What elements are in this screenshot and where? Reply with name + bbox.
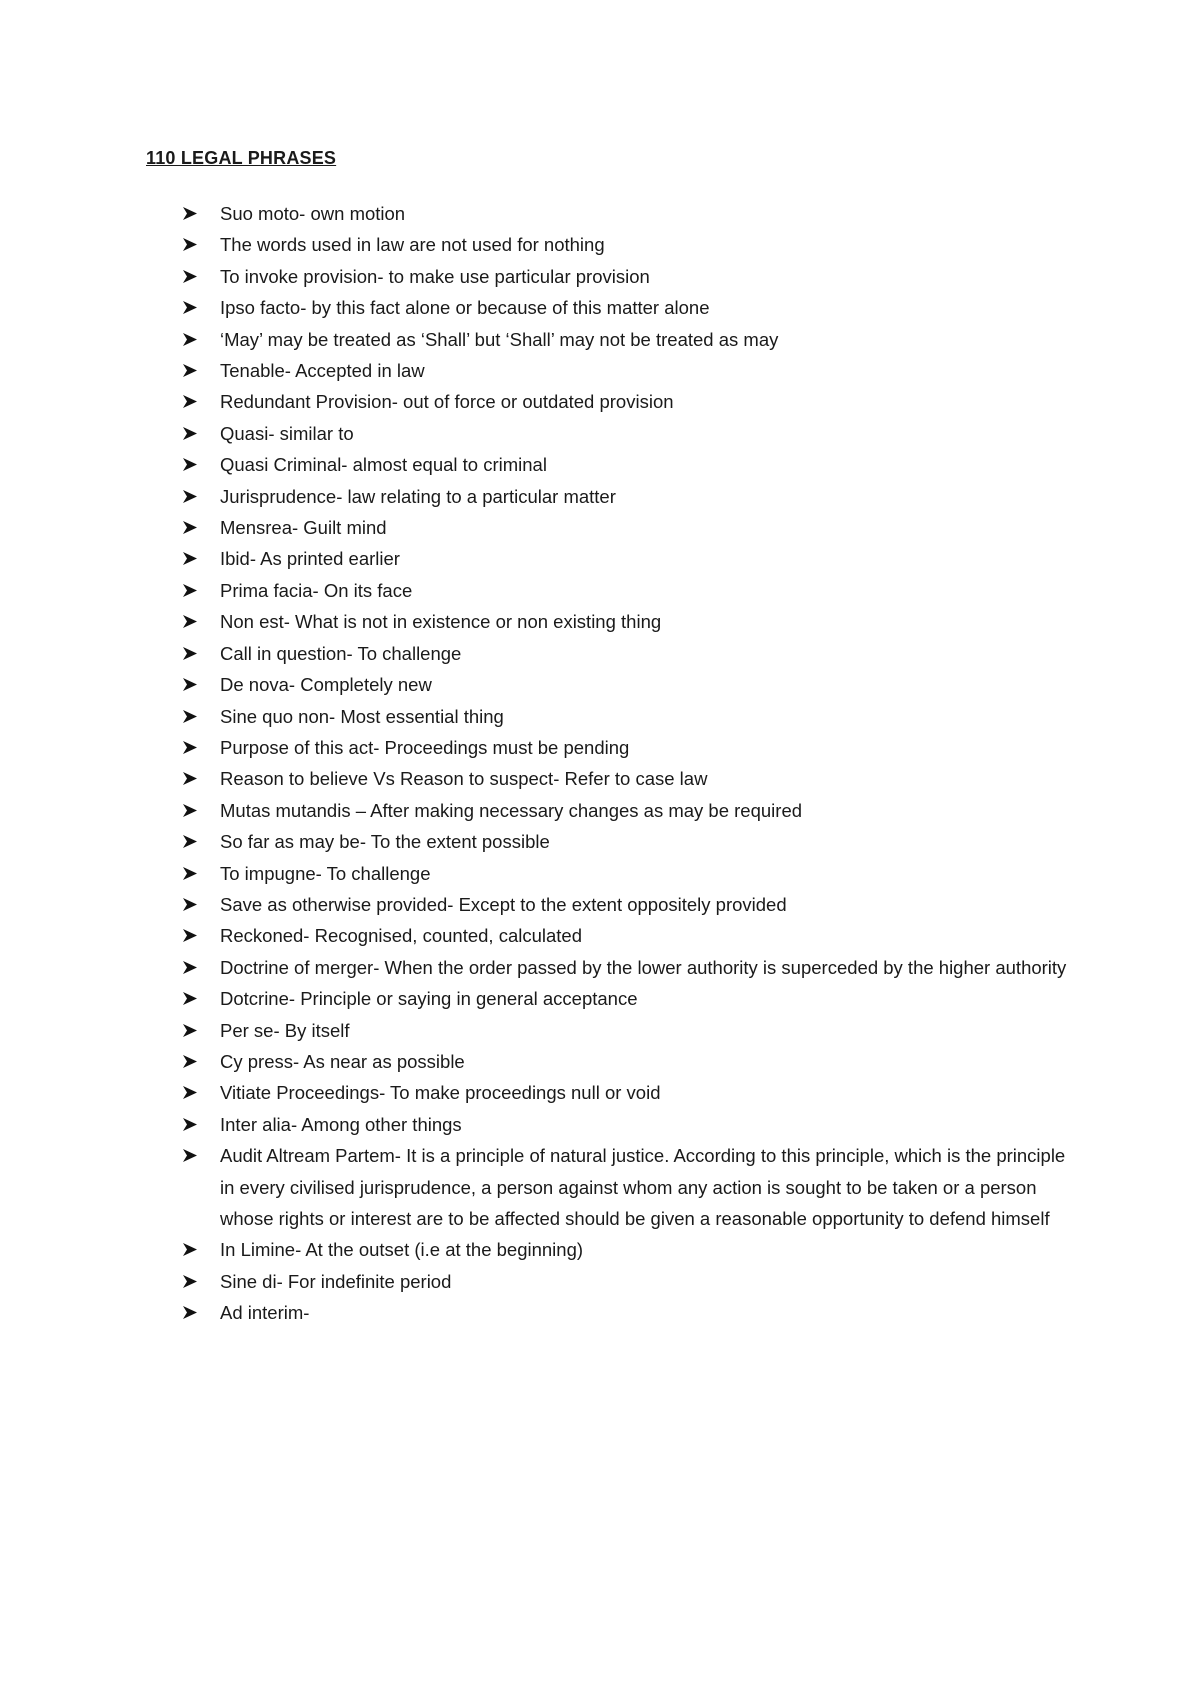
list-item [182,732,1082,763]
list-item-text: Save as otherwise provided- Except to the extent oppositely provided [220,893,787,915]
list-item-text: Mutas mutandis – After making necessary changes as may be required [220,799,803,821]
list-item-text: Quasi- similar to [220,422,354,444]
list-item-text: Prima facia- On its face [220,579,413,601]
list-item [182,449,1082,480]
list-item-text: ‘May’ may be treated as ‘Shall’ but ‘Shall’ may not be treated as may [220,328,779,350]
arrowhead-bullet-icon [182,551,198,566]
list-item [182,229,1082,260]
arrowhead-bullet-icon [182,332,198,347]
arrowhead-bullet-icon [182,1242,198,1257]
list-item [182,952,1082,983]
list-item-text: Inter alia- Among other things [220,1113,462,1135]
list-item-text: Tenable- Accepted in law [220,360,425,382]
list-item-text: Ibid- As printed earlier [220,548,400,570]
list-item-text: Cy press- As near as possible [220,1050,465,1072]
arrowhead-bullet-icon [182,991,198,1006]
list-item-text: Quasi Criminal- almost equal to criminal [220,454,547,476]
list-item-text: Audit Altream Partem- It is a principle of natural justice. According to this principle, which is the principle in every civilised jurisprudence, a person against whom any action is sought to be taken or a person whose rights or interest are to be affected should be given a reasonable opportunity to defend himself [220,1145,1066,1229]
arrowhead-bullet-icon [182,1274,198,1289]
arrowhead-bullet-icon [182,583,198,598]
arrowhead-bullet-icon [182,300,198,315]
list-item [182,261,1082,292]
list-item [182,1109,1082,1140]
arrowhead-bullet-icon [182,803,198,818]
list-item [182,669,1082,700]
arrowhead-bullet-icon [182,520,198,535]
arrowhead-bullet-icon [182,1085,198,1100]
list-item-text: Sine quo non- Most essential thing [220,705,504,727]
arrowhead-bullet-icon [182,363,198,378]
list-item [182,1140,1082,1234]
list-item [182,1234,1082,1265]
list-item-text: Ipso facto- by this fact alone or because of this matter alone [220,297,710,319]
list-item [182,324,1082,355]
list-item [182,1077,1082,1108]
list-item [182,418,1082,449]
list-item-text: To impugne- To challenge [220,862,431,884]
list-item-text: Redundant Provision- out of force or outdated provision [220,391,674,413]
document-title: 110 LEGAL PHRASES [146,148,337,168]
list-item-text: In Limine- At the outset (i.e at the beginning) [220,1239,584,1261]
list-item-text: Dotcrine- Principle or saying in general acceptance [220,988,638,1010]
list-item [182,386,1082,417]
arrowhead-bullet-icon [182,834,198,849]
list-item-text: Per se- By itself [220,1019,350,1041]
list-item-text: To invoke provision- to make use particular provision [220,265,650,287]
list-item [182,198,1082,229]
list-item [182,889,1082,920]
list-item-text: Sine di- For indefinite period [220,1270,452,1292]
list-item [182,826,1082,857]
list-item [182,606,1082,637]
list-item [182,795,1082,826]
list-item [182,512,1082,543]
list-item [182,638,1082,669]
arrowhead-bullet-icon [182,269,198,284]
list-item [182,1015,1082,1046]
arrowhead-bullet-icon [182,394,198,409]
list-item-text: Purpose of this act- Proceedings must be pending [220,736,630,758]
arrowhead-bullet-icon [182,614,198,629]
list-item-text: The words used in law are not used for nothing [220,234,605,256]
arrowhead-bullet-icon [182,960,198,975]
list-item-text: Call in question- To challenge [220,642,462,664]
list-item [182,1266,1082,1297]
arrowhead-bullet-icon [182,426,198,441]
arrowhead-bullet-icon [182,740,198,755]
arrowhead-bullet-icon [182,897,198,912]
arrowhead-bullet-icon [182,1117,198,1132]
arrowhead-bullet-icon [182,237,198,252]
list-item-text: Reason to believe Vs Reason to suspect- Refer to case law [220,768,708,790]
list-item [182,575,1082,606]
list-item [182,1046,1082,1077]
list-item-text: Vitiate Proceedings- To make proceedings null or void [220,1082,661,1104]
list-item [182,481,1082,512]
arrowhead-bullet-icon [182,646,198,661]
list-item [182,355,1082,386]
arrowhead-bullet-icon [182,677,198,692]
arrowhead-bullet-icon [182,1148,198,1163]
arrowhead-bullet-icon [182,709,198,724]
list-item [182,701,1082,732]
arrowhead-bullet-icon [182,489,198,504]
list-item-text: So far as may be- To the extent possible [220,831,550,853]
arrowhead-bullet-icon [182,771,198,786]
list-item-text: Jurisprudence- law relating to a particular matter [220,485,616,507]
list-item-text: Ad interim- [220,1302,310,1324]
list-item-text: Doctrine of merger- When the order passed by the lower authority is superceded by the higher authority [220,956,1067,978]
arrowhead-bullet-icon [182,1023,198,1038]
arrowhead-bullet-icon [182,206,198,221]
list-item-text: Non est- What is not in existence or non existing thing [220,611,662,633]
list-item-text: Mensrea- Guilt mind [220,517,387,539]
arrowhead-bullet-icon [182,928,198,943]
list-item [182,543,1082,574]
list-item-text: De nova- Completely new [220,674,432,696]
arrowhead-bullet-icon [182,457,198,472]
list-item [182,920,1082,951]
list-item [182,292,1082,323]
list-item-text: Suo moto- own motion [220,203,406,224]
phrase-list [182,198,1082,1329]
arrowhead-bullet-icon [182,1305,198,1320]
list-item-text: Reckoned- Recognised, counted, calculated [220,925,583,947]
list-item [182,983,1082,1014]
arrowhead-bullet-icon [182,1054,198,1069]
list-item [182,858,1082,889]
list-item [182,1297,1082,1328]
arrowhead-bullet-icon [182,866,198,881]
list-item [182,763,1082,794]
